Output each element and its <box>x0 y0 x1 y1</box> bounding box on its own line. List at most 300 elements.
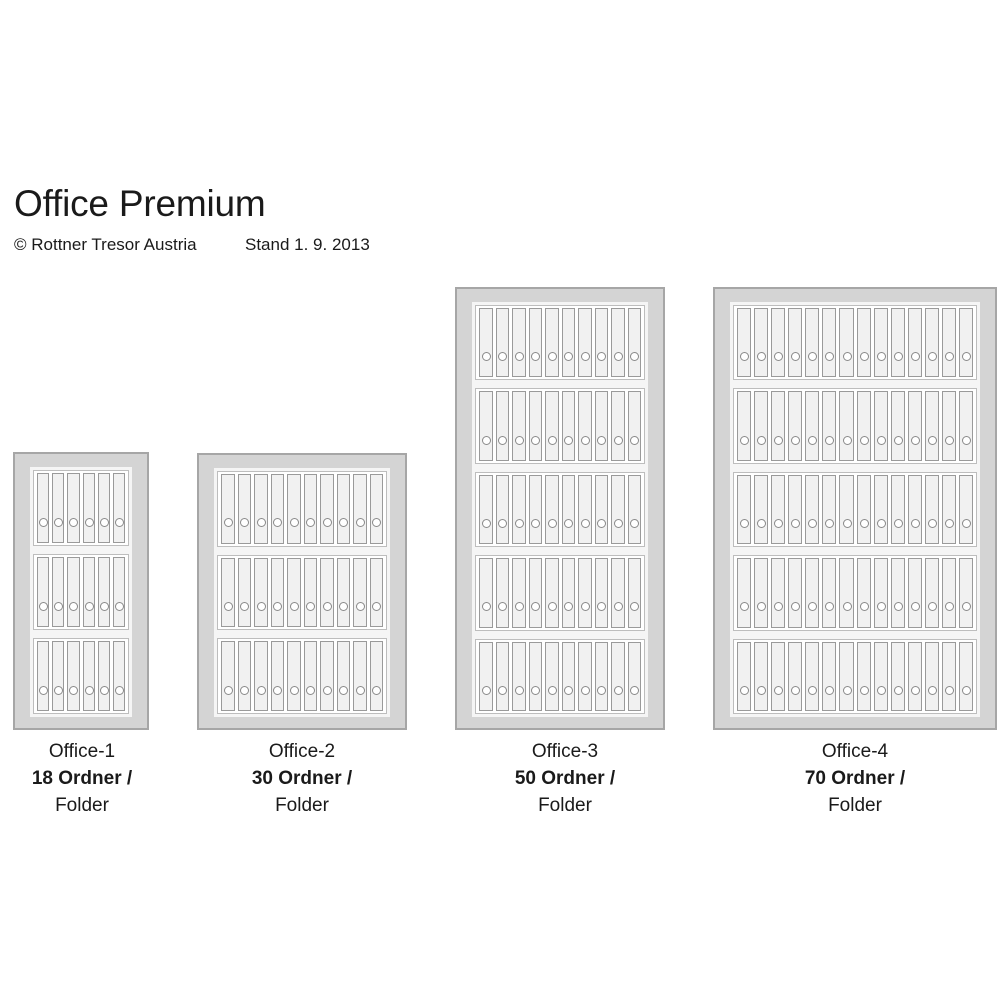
shelf <box>733 639 977 714</box>
binder-ring-hole-icon <box>757 686 766 695</box>
folder-binder <box>578 308 592 377</box>
binder-ring-hole-icon <box>597 352 606 361</box>
binder-ring-hole-icon <box>100 602 109 611</box>
binder-ring-hole-icon <box>372 602 381 611</box>
folder-binder <box>337 558 351 628</box>
shelf <box>475 639 645 714</box>
binder-ring-hole-icon <box>843 519 852 528</box>
binder-ring-hole-icon <box>877 686 886 695</box>
binder-ring-hole-icon <box>791 436 800 445</box>
binder-ring-hole-icon <box>273 518 282 527</box>
folder-binder <box>496 558 510 627</box>
folder-binder <box>788 642 802 711</box>
folder-binder <box>737 642 751 711</box>
folder-binder <box>857 558 871 627</box>
folder-binder <box>942 475 956 544</box>
folder-unit: Folder <box>55 795 109 816</box>
binder-ring-hole-icon <box>306 602 315 611</box>
folder-binder <box>925 558 939 627</box>
binder-ring-hole-icon <box>774 602 783 611</box>
folder-binder <box>496 642 510 711</box>
folder-binder <box>737 475 751 544</box>
binder-ring-hole-icon <box>860 352 869 361</box>
binder-ring-hole-icon <box>894 352 903 361</box>
folder-binder <box>83 473 95 543</box>
folder-binder <box>908 558 922 627</box>
binder-ring-hole-icon <box>962 686 971 695</box>
binder-ring-hole-icon <box>515 436 524 445</box>
folder-binder <box>287 558 301 628</box>
binder-ring-hole-icon <box>69 518 78 527</box>
folder-binder <box>496 475 510 544</box>
folder-binder <box>628 642 642 711</box>
binder-ring-hole-icon <box>825 602 834 611</box>
binder-ring-hole-icon <box>877 352 886 361</box>
folder-binder <box>839 558 853 627</box>
folder-binder <box>942 558 956 627</box>
folder-binder <box>908 391 922 460</box>
folder-binder <box>320 558 334 628</box>
binder-ring-hole-icon <box>843 602 852 611</box>
folder-binder <box>52 473 64 543</box>
folder-binder <box>611 475 625 544</box>
binder-ring-hole-icon <box>581 436 590 445</box>
folder-binder <box>805 391 819 460</box>
shelf <box>733 305 977 380</box>
folder-binder <box>529 475 543 544</box>
binder-ring-hole-icon <box>774 519 783 528</box>
binder-ring-hole-icon <box>257 602 266 611</box>
binder-ring-hole-icon <box>843 686 852 695</box>
folder-unit: Folder <box>538 795 592 816</box>
folder-binder <box>254 474 268 544</box>
folder-binder <box>628 475 642 544</box>
binder-ring-hole-icon <box>273 686 282 695</box>
binder-ring-hole-icon <box>860 436 869 445</box>
folder-binder <box>287 641 301 711</box>
folder-binder <box>98 557 110 627</box>
folder-binder <box>822 475 836 544</box>
binder-ring-hole-icon <box>597 686 606 695</box>
folder-binder <box>805 308 819 377</box>
folder-binder <box>578 558 592 627</box>
binder-ring-hole-icon <box>498 519 507 528</box>
binder-ring-hole-icon <box>614 602 623 611</box>
folder-binder <box>788 308 802 377</box>
binder-ring-hole-icon <box>928 352 937 361</box>
binder-ring-hole-icon <box>564 436 573 445</box>
folder-binder <box>611 558 625 627</box>
folder-binder <box>737 558 751 627</box>
folder-count: 18 Ordner / <box>31 768 133 789</box>
binder-ring-hole-icon <box>774 352 783 361</box>
binder-ring-hole-icon <box>85 518 94 527</box>
folder-binder <box>512 475 526 544</box>
shelf <box>733 555 977 630</box>
binder-ring-hole-icon <box>945 519 954 528</box>
folder-binder <box>611 308 625 377</box>
folder-binder <box>959 308 973 377</box>
binder-ring-hole-icon <box>372 686 381 695</box>
shelf <box>475 555 645 630</box>
folder-binder <box>942 391 956 460</box>
folder-binder <box>925 391 939 460</box>
caption-office-2 <box>202 738 402 819</box>
binder-ring-hole-icon <box>808 602 817 611</box>
folder-binder <box>67 473 79 543</box>
binder-ring-hole-icon <box>808 436 817 445</box>
folder-binder <box>822 642 836 711</box>
folder-binder <box>52 557 64 627</box>
binder-ring-hole-icon <box>306 686 315 695</box>
folder-binder <box>822 308 836 377</box>
folder-binder <box>67 557 79 627</box>
binder-ring-hole-icon <box>757 436 766 445</box>
binder-ring-hole-icon <box>581 602 590 611</box>
folder-binder <box>562 642 576 711</box>
binder-ring-hole-icon <box>115 686 124 695</box>
folder-binder <box>353 641 367 711</box>
folder-binder <box>925 308 939 377</box>
binder-ring-hole-icon <box>339 602 348 611</box>
folder-binder <box>37 473 49 543</box>
folder-binder <box>545 642 559 711</box>
binder-ring-hole-icon <box>740 352 749 361</box>
binder-ring-hole-icon <box>69 686 78 695</box>
folder-binder <box>529 391 543 460</box>
shelf <box>733 388 977 463</box>
binder-ring-hole-icon <box>614 436 623 445</box>
folder-binder <box>83 641 95 711</box>
safe-interior <box>472 302 648 717</box>
binder-ring-hole-icon <box>597 602 606 611</box>
model-name: Office-4 <box>821 741 889 762</box>
binder-ring-hole-icon <box>498 602 507 611</box>
folder-binder <box>771 642 785 711</box>
folder-binder <box>320 474 334 544</box>
folder-binder <box>874 391 888 460</box>
binder-ring-hole-icon <box>614 686 623 695</box>
folder-binder <box>925 475 939 544</box>
folder-binder <box>304 558 318 628</box>
safe-office-4 <box>713 287 997 730</box>
binder-ring-hole-icon <box>323 518 332 527</box>
stand-date: Stand 1. 9. 2013 <box>245 235 370 254</box>
folder-binder <box>595 308 609 377</box>
folder-binder <box>891 475 905 544</box>
binder-ring-hole-icon <box>54 602 63 611</box>
folder-binder <box>839 308 853 377</box>
folder-binder <box>529 308 543 377</box>
binder-ring-hole-icon <box>757 519 766 528</box>
folder-binder <box>238 641 252 711</box>
folder-binder <box>754 391 768 460</box>
folder-binder <box>238 558 252 628</box>
binder-ring-hole-icon <box>240 686 249 695</box>
shelf <box>33 470 129 546</box>
folder-binder <box>908 308 922 377</box>
model-name: Office-1 <box>48 741 116 762</box>
shelf <box>33 554 129 630</box>
binder-ring-hole-icon <box>597 436 606 445</box>
folder-unit: Folder <box>275 795 329 816</box>
folder-binder <box>891 391 905 460</box>
binder-ring-hole-icon <box>825 352 834 361</box>
binder-ring-hole-icon <box>257 686 266 695</box>
folder-binder <box>857 642 871 711</box>
folder-binder <box>512 308 526 377</box>
model-name: Office-3 <box>531 741 599 762</box>
folder-binder <box>891 308 905 377</box>
folder-binder <box>595 642 609 711</box>
folder-binder <box>83 557 95 627</box>
binder-ring-hole-icon <box>630 686 639 695</box>
shelf <box>475 388 645 463</box>
binder-ring-hole-icon <box>372 518 381 527</box>
binder-ring-hole-icon <box>597 519 606 528</box>
binder-ring-hole-icon <box>240 602 249 611</box>
folder-binder <box>562 391 576 460</box>
folder-binder <box>337 474 351 544</box>
folder-binder <box>805 475 819 544</box>
folder-binder <box>628 308 642 377</box>
folder-binder <box>891 642 905 711</box>
folder-binder <box>370 558 384 628</box>
binder-ring-hole-icon <box>498 352 507 361</box>
binder-ring-hole-icon <box>614 519 623 528</box>
binder-ring-hole-icon <box>945 602 954 611</box>
folder-binder <box>822 391 836 460</box>
folder-binder <box>578 475 592 544</box>
folder-binder <box>562 475 576 544</box>
binder-ring-hole-icon <box>894 436 903 445</box>
folder-binder <box>287 474 301 544</box>
copyright-text: © Rottner Tresor Austria <box>14 235 197 254</box>
model-name: Office-2 <box>268 741 336 762</box>
binder-ring-hole-icon <box>860 519 869 528</box>
folder-binder <box>788 391 802 460</box>
folder-binder <box>891 558 905 627</box>
folder-count: 30 Ordner / <box>251 768 353 789</box>
binder-ring-hole-icon <box>240 518 249 527</box>
binder-ring-hole-icon <box>630 352 639 361</box>
safe-interior <box>214 468 390 717</box>
folder-binder <box>959 642 973 711</box>
folder-binder <box>562 308 576 377</box>
folder-binder <box>545 308 559 377</box>
binder-ring-hole-icon <box>808 519 817 528</box>
binder-ring-hole-icon <box>962 602 971 611</box>
binder-ring-hole-icon <box>39 602 48 611</box>
binder-ring-hole-icon <box>356 518 365 527</box>
folder-binder <box>113 473 125 543</box>
binder-ring-hole-icon <box>757 602 766 611</box>
folder-binder <box>98 641 110 711</box>
binder-ring-hole-icon <box>740 602 749 611</box>
binder-ring-hole-icon <box>323 602 332 611</box>
safe-interior <box>30 467 132 717</box>
binder-ring-hole-icon <box>54 518 63 527</box>
folder-binder <box>113 557 125 627</box>
folder-binder <box>771 391 785 460</box>
folder-count: 50 Ordner / <box>514 768 616 789</box>
binder-ring-hole-icon <box>564 686 573 695</box>
folder-binder <box>839 642 853 711</box>
folder-binder <box>370 641 384 711</box>
binder-ring-hole-icon <box>39 518 48 527</box>
folder-binder <box>545 558 559 627</box>
binder-ring-hole-icon <box>564 352 573 361</box>
folder-binder <box>959 475 973 544</box>
shelf <box>475 472 645 547</box>
folder-binder <box>857 391 871 460</box>
binder-ring-hole-icon <box>498 686 507 695</box>
folder-binder <box>874 475 888 544</box>
binder-ring-hole-icon <box>564 519 573 528</box>
folder-binder <box>271 558 285 628</box>
binder-ring-hole-icon <box>224 686 233 695</box>
binder-ring-hole-icon <box>356 686 365 695</box>
safe-office-1 <box>13 452 149 730</box>
shelf <box>217 471 387 547</box>
folder-binder <box>959 558 973 627</box>
binder-ring-hole-icon <box>791 352 800 361</box>
binder-ring-hole-icon <box>774 686 783 695</box>
folder-binder <box>496 391 510 460</box>
folder-binder <box>595 475 609 544</box>
folder-binder <box>238 474 252 544</box>
folder-unit: Folder <box>828 795 882 816</box>
subtitle <box>14 235 370 255</box>
folder-binder <box>304 641 318 711</box>
binder-ring-hole-icon <box>115 518 124 527</box>
shelf <box>217 555 387 631</box>
folder-binder <box>874 642 888 711</box>
folder-binder <box>578 391 592 460</box>
safe-office-3 <box>455 287 665 730</box>
binder-ring-hole-icon <box>843 352 852 361</box>
folder-binder <box>788 475 802 544</box>
folder-binder <box>771 475 785 544</box>
folder-binder <box>737 308 751 377</box>
folder-binder <box>805 642 819 711</box>
binder-ring-hole-icon <box>482 436 491 445</box>
folder-binder <box>271 474 285 544</box>
binder-ring-hole-icon <box>356 602 365 611</box>
binder-ring-hole-icon <box>791 602 800 611</box>
folder-binder <box>529 642 543 711</box>
folder-binder <box>479 475 493 544</box>
binder-ring-hole-icon <box>85 602 94 611</box>
binder-ring-hole-icon <box>115 602 124 611</box>
binder-ring-hole-icon <box>548 602 557 611</box>
folder-binder <box>595 391 609 460</box>
caption-office-4 <box>755 738 955 819</box>
folder-binder <box>611 391 625 460</box>
folder-binder <box>788 558 802 627</box>
binder-ring-hole-icon <box>877 436 886 445</box>
binder-ring-hole-icon <box>224 518 233 527</box>
binder-ring-hole-icon <box>290 518 299 527</box>
folder-binder <box>545 391 559 460</box>
folder-binder <box>771 558 785 627</box>
folder-binder <box>479 308 493 377</box>
binder-ring-hole-icon <box>757 352 766 361</box>
binder-ring-hole-icon <box>85 686 94 695</box>
folder-binder <box>37 557 49 627</box>
folder-binder <box>512 558 526 627</box>
folder-binder <box>254 558 268 628</box>
folder-binder <box>37 641 49 711</box>
folder-binder <box>52 641 64 711</box>
page-title: Office Premium <box>14 183 266 224</box>
binder-ring-hole-icon <box>774 436 783 445</box>
binder-ring-hole-icon <box>630 436 639 445</box>
binder-ring-hole-icon <box>877 519 886 528</box>
binder-ring-hole-icon <box>894 686 903 695</box>
binder-ring-hole-icon <box>482 519 491 528</box>
binder-ring-hole-icon <box>911 519 920 528</box>
binder-ring-hole-icon <box>531 602 540 611</box>
folder-binder <box>771 308 785 377</box>
folder-binder <box>942 642 956 711</box>
binder-ring-hole-icon <box>860 602 869 611</box>
safe-interior <box>730 302 980 717</box>
binder-ring-hole-icon <box>630 519 639 528</box>
folder-binder <box>925 642 939 711</box>
folder-binder <box>822 558 836 627</box>
folder-binder <box>595 558 609 627</box>
folder-binder <box>113 641 125 711</box>
folder-binder <box>545 475 559 544</box>
binder-ring-hole-icon <box>339 686 348 695</box>
folder-binder <box>857 308 871 377</box>
folder-binder <box>857 475 871 544</box>
binder-ring-hole-icon <box>257 518 266 527</box>
binder-ring-hole-icon <box>894 602 903 611</box>
binder-ring-hole-icon <box>911 436 920 445</box>
binder-ring-hole-icon <box>877 602 886 611</box>
binder-ring-hole-icon <box>740 686 749 695</box>
folder-binder <box>737 391 751 460</box>
folder-binder <box>320 641 334 711</box>
binder-ring-hole-icon <box>928 436 937 445</box>
binder-ring-hole-icon <box>339 518 348 527</box>
binder-ring-hole-icon <box>531 436 540 445</box>
binder-ring-hole-icon <box>581 519 590 528</box>
binder-ring-hole-icon <box>548 436 557 445</box>
folder-binder <box>337 641 351 711</box>
binder-ring-hole-icon <box>894 519 903 528</box>
binder-ring-hole-icon <box>531 352 540 361</box>
binder-ring-hole-icon <box>515 519 524 528</box>
caption-office-3 <box>465 738 665 819</box>
binder-ring-hole-icon <box>69 602 78 611</box>
folder-binder <box>754 475 768 544</box>
binder-ring-hole-icon <box>306 518 315 527</box>
folder-binder <box>611 642 625 711</box>
binder-ring-hole-icon <box>945 436 954 445</box>
binder-ring-hole-icon <box>39 686 48 695</box>
shelf <box>475 305 645 380</box>
binder-ring-hole-icon <box>962 519 971 528</box>
folder-binder <box>479 391 493 460</box>
folder-binder <box>908 475 922 544</box>
shelf <box>33 638 129 714</box>
binder-ring-hole-icon <box>962 352 971 361</box>
binder-ring-hole-icon <box>945 352 954 361</box>
binder-ring-hole-icon <box>843 436 852 445</box>
